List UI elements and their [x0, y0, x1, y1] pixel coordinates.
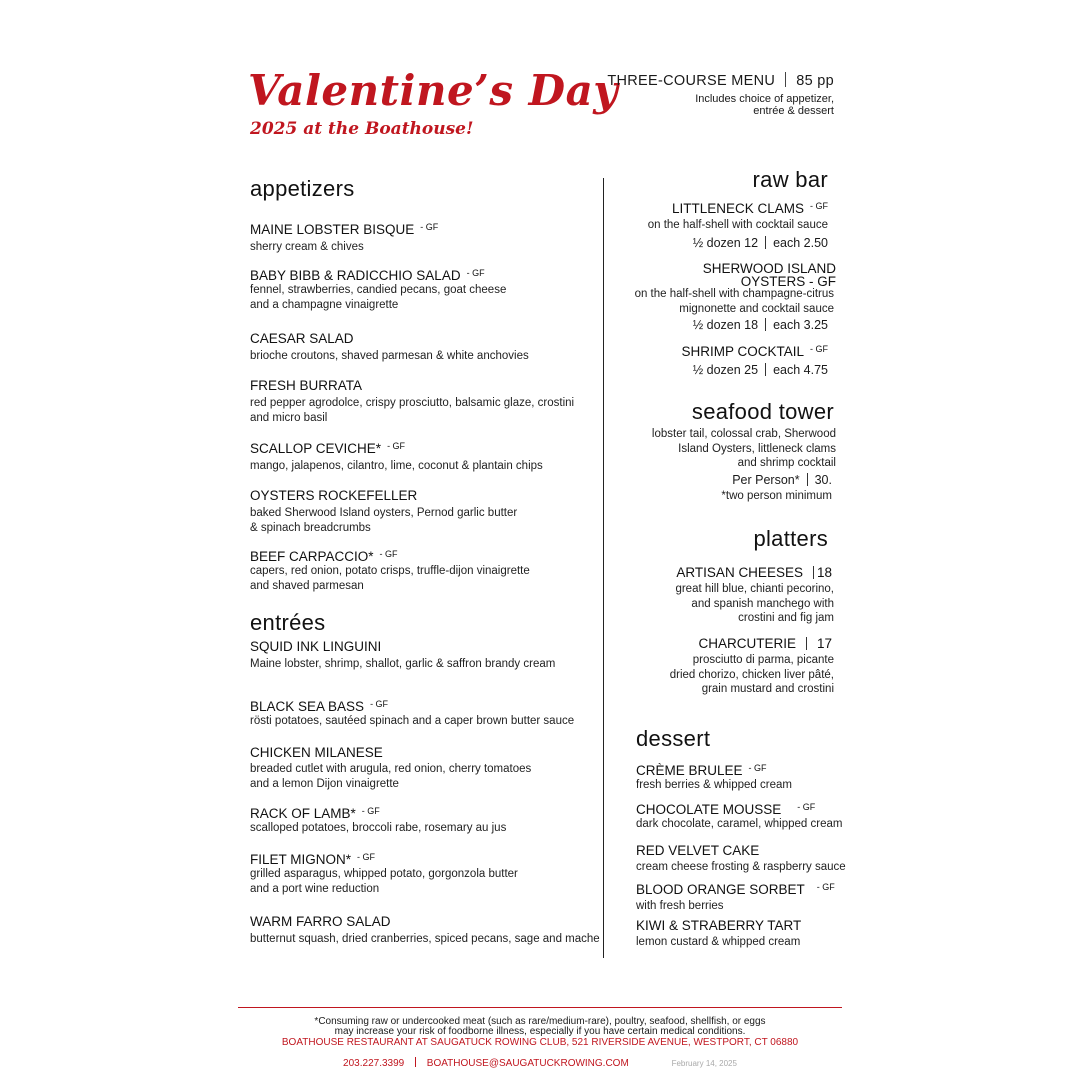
item-desc: lemon custard & whipped cream: [636, 936, 801, 948]
item-name: CHOCOLATE MOUSSE: [636, 802, 782, 817]
item-name: BLACK SEA BASS: [250, 699, 365, 714]
price-line: [652, 473, 832, 487]
item-desc: and shrimp cocktail: [737, 457, 836, 469]
platters-heading: platters: [753, 526, 828, 551]
price-each: each 4.75: [773, 363, 828, 377]
item-desc: on the half-shell with champagne-citrus: [634, 288, 834, 300]
includes-line-1: Includes choice of appetizer,: [695, 93, 834, 105]
price-line: [635, 318, 828, 332]
item-desc: and spanish manchego with: [691, 597, 834, 610]
raw-bar-item: [681, 344, 828, 377]
price-per-person: Per Person*: [732, 472, 800, 487]
item-name: ARTISAN CHEESES: [676, 565, 803, 580]
raw-bar-item: [703, 262, 836, 288]
entree-item: [250, 745, 531, 791]
dessert-heading: dessert: [636, 726, 711, 751]
item-desc: sherry cream & chives: [250, 241, 364, 253]
footer-date: February 14, 2025: [671, 1059, 737, 1068]
raw-bar-item: [648, 201, 828, 250]
dessert-item: [636, 918, 801, 950]
item-desc: fennel, strawberries, candied pecans, goat cheese: [250, 284, 507, 296]
entree-item: [250, 806, 506, 836]
price-value: 30.: [814, 472, 832, 487]
seafood-tower-heading: seafood tower: [691, 399, 834, 424]
item-desc: capers, red onion, potato crisps, truffle-dijon vinaigrette: [250, 565, 530, 577]
item-name: KIWI & STRABERRY TART: [636, 918, 802, 933]
dessert-item: [636, 763, 792, 793]
menu-price: 85 pp: [796, 73, 834, 89]
item-desc: grilled asparagus, whipped potato, gorgonzola butter: [250, 868, 518, 880]
item-desc: and shaved parmesan: [250, 579, 364, 592]
price-half-dozen: ½ dozen 18: [692, 318, 759, 332]
footer-warning-1: *Consuming raw or undercooked meat (such as rare/medium-rare), poultry, seafood, shellfish, or eggs: [314, 1016, 766, 1027]
footer-phone[interactable]: 203.227.3399: [343, 1058, 405, 1069]
platter-item: [675, 565, 834, 626]
item-desc: mignonette and cocktail sauce: [679, 302, 834, 315]
item-desc: fresh berries & whipped cream: [636, 779, 792, 791]
divider: [415, 1057, 416, 1067]
item-name: FRESH BURRATA: [250, 378, 363, 393]
item-name: SHERWOOD ISLAND: [702, 261, 836, 276]
item-name: SCALLOP CEVICHE*: [250, 441, 382, 456]
entree-item: [250, 699, 574, 729]
item-desc: crostini and fig jam: [738, 612, 834, 624]
item-desc: with fresh berries: [636, 900, 724, 912]
appetizers-heading: appetizers: [250, 176, 355, 201]
appetizer-item: [250, 268, 506, 312]
entree-item: [250, 639, 555, 672]
item-name: MAINE LOBSTER BISQUE: [250, 222, 415, 237]
menu-type: THREE-COURSE MENU: [607, 73, 776, 89]
item-desc: baked Sherwood Island oysters, Pernod garlic butter: [250, 507, 518, 519]
item-desc: lobster tail, colossal crab, Sherwood: [651, 428, 836, 440]
item-desc: and micro basil: [250, 411, 328, 424]
gf-tag: - GF: [370, 699, 389, 709]
divider: [785, 72, 786, 87]
entrees-heading: entrées: [250, 610, 326, 635]
item-price: 17: [816, 636, 832, 651]
dessert-item: [636, 882, 835, 914]
entree-item: [250, 914, 600, 947]
dessert-item: [636, 802, 842, 832]
item-desc: and a lemon Dijon vinaigrette: [250, 777, 399, 790]
item-name: FILET MIGNON*: [250, 852, 352, 867]
divider: [807, 473, 808, 486]
gf-tag: - GF: [379, 549, 398, 559]
gf-tag: - GF: [387, 441, 406, 451]
appetizer-item: [250, 378, 574, 425]
price-line: [681, 363, 828, 377]
item-name: CHICKEN MILANESE: [250, 745, 383, 760]
item-desc: mango, jalapenos, cilantro, lime, coconut & plantain chips: [250, 460, 543, 472]
appetizer-item: [250, 331, 529, 364]
divider: [765, 318, 766, 331]
divider: [765, 236, 766, 249]
item-desc: breaded cutlet with arugula, red onion, cherry tomatoes: [250, 763, 532, 775]
item-desc: and a champagne vinaigrette: [250, 298, 399, 311]
gf-tag: - GF: [357, 852, 376, 862]
item-desc: butternut squash, dried cranberries, spiced pecans, sage and mache: [250, 933, 600, 945]
menu-subtitle: 2025 at the Boathouse!: [250, 119, 474, 139]
includes-line-2: entrée & dessert: [753, 105, 834, 117]
price-half-dozen: ½ dozen 25: [692, 363, 759, 377]
item-desc: Maine lobster, shrimp, shallot, garlic & saffron brandy cream: [250, 658, 556, 670]
item-name: OYSTERS ROCKEFELLER: [250, 488, 418, 503]
item-name: BLOOD ORANGE SORBET: [636, 882, 805, 897]
menu-price-header: [607, 72, 834, 117]
item-name: CAESAR SALAD: [250, 331, 354, 346]
price-half-dozen: ½ dozen 12: [692, 235, 759, 250]
seafood-tower-item: [652, 427, 836, 503]
item-desc: brioche croutons, shaved parmesan & white anchovies: [250, 350, 529, 362]
gf-tag: - GF: [810, 344, 828, 354]
item-note: *two person minimum: [721, 489, 832, 502]
gf-tag: - GF: [748, 763, 767, 773]
footer-address: BOATHOUSE RESTAURANT AT SAUGATUCK ROWING CLUB, 521 RIVERSIDE AVENUE, WESTPORT, CT 06880: [281, 1037, 799, 1048]
raw-bar-heading: raw bar: [752, 167, 828, 192]
gf-tag: - GF: [466, 268, 485, 278]
gf-tag: - GF: [810, 201, 828, 211]
column-divider: [603, 178, 604, 958]
gf-tag: - GF: [420, 222, 439, 232]
item-name: CRÈME BRULEE: [636, 763, 743, 778]
price-each: each 3.25: [773, 318, 828, 332]
item-name: LITTLENECK CLAMS: [671, 201, 804, 216]
appetizer-item: [250, 488, 517, 535]
item-desc: and a port wine reduction: [250, 882, 380, 895]
gf-tag: - GF: [816, 882, 835, 892]
footer-divider: [238, 1007, 842, 1008]
gf-tag: - GF: [797, 802, 816, 812]
item-name: WARM FARRO SALAD: [250, 914, 391, 929]
dessert-item: [636, 843, 846, 875]
item-name: RED VELVET CAKE: [636, 843, 760, 858]
item-name: SHRIMP COCKTAIL: [681, 344, 804, 359]
price-line: [648, 236, 828, 250]
item-desc: Island Oysters, littleneck clams: [678, 442, 836, 455]
divider: [806, 637, 807, 650]
item-desc: red pepper agrodolce, crispy prosciutto, balsamic glaze, crostini: [250, 397, 575, 409]
item-price: 18: [816, 565, 832, 580]
item-name: CHARCUTERIE: [698, 636, 796, 651]
footer-contact: [0, 1057, 1080, 1069]
item-desc: rösti potatoes, sautéed spinach and a caper brown butter sauce: [250, 715, 575, 727]
item-desc: prosciutto di parma, picante: [692, 654, 834, 666]
raw-bar-item-desc: [635, 287, 834, 332]
item-name: BABY BIBB & RADICCHIO SALAD: [250, 268, 461, 283]
item-desc: on the half-shell with cocktail sauce: [647, 219, 828, 231]
appetizer-item: [250, 441, 543, 474]
divider: [813, 566, 814, 579]
item-name: BEEF CARPACCIO*: [250, 549, 374, 564]
menu-title: Valentine’s Day: [248, 66, 619, 115]
footer-warning-2: may increase your risk of foodborne illness, especially if you have certain medical conditions.: [334, 1026, 746, 1037]
item-desc: great hill blue, chianti pecorino,: [675, 583, 834, 595]
price-each: each 2.50: [773, 235, 828, 250]
footer-email[interactable]: BOATHOUSE@SAUGATUCKROWING.COM: [426, 1058, 629, 1069]
entree-item: [250, 852, 518, 896]
item-desc: scalloped potatoes, broccoli rabe, rosemary au jus: [250, 822, 507, 834]
gf-tag: - GF: [361, 806, 380, 816]
item-name: OYSTERS - GF: [740, 274, 836, 289]
divider: [765, 363, 766, 376]
item-desc: dark chocolate, caramel, whipped cream: [636, 818, 843, 830]
item-desc: & spinach breadcrumbs: [250, 521, 371, 534]
item-desc: grain mustard and crostini: [701, 683, 834, 695]
item-name: SQUID INK LINGUINI: [250, 639, 382, 654]
item-desc: cream cheese frosting & raspberry sauce: [636, 861, 846, 873]
item-desc: dried chorizo, chicken liver pâté,: [669, 668, 834, 681]
appetizer-item: [250, 549, 530, 593]
platter-item: [670, 636, 834, 697]
item-name: RACK OF LAMB*: [250, 806, 356, 821]
appetizer-item: [250, 222, 438, 255]
